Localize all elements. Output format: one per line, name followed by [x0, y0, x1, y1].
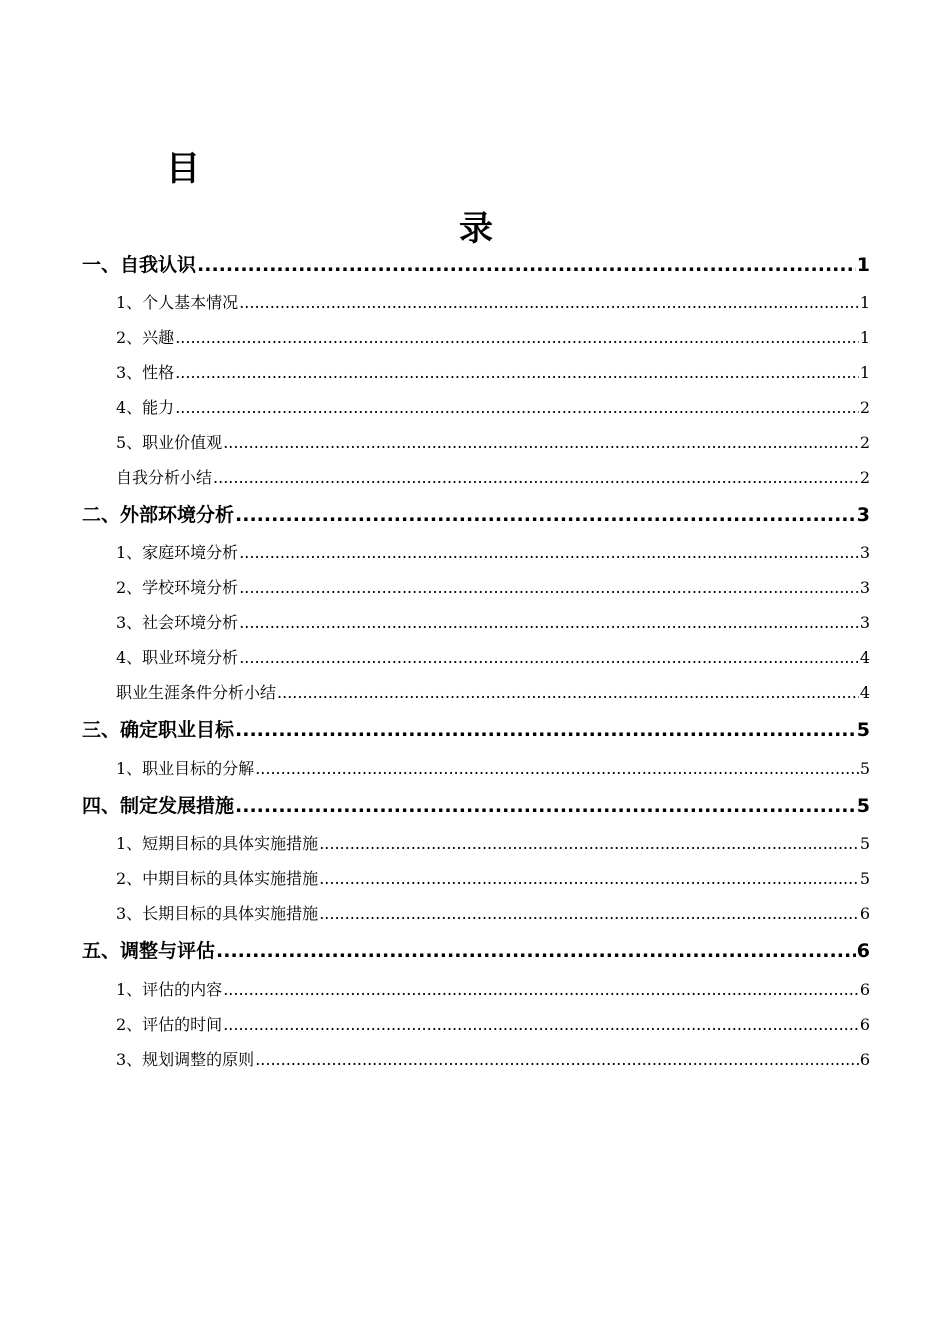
toc-subsection[interactable] — [116, 977, 870, 1000]
toc-subsection[interactable] — [116, 575, 870, 598]
toc-subsection[interactable] — [116, 756, 870, 779]
toc-page-number: 3 — [859, 578, 870, 597]
toc-section-3[interactable] — [82, 715, 870, 742]
toc-label: 2、学校环境分析 — [116, 578, 239, 597]
toc-subsection[interactable] — [116, 290, 870, 313]
toc-label: 3、规划调整的原则 — [116, 1050, 255, 1069]
toc-title-char-1: 目 — [166, 149, 200, 189]
toc-subsection[interactable] — [116, 540, 870, 563]
toc-leader — [255, 1050, 859, 1069]
toc-leader — [239, 293, 859, 312]
toc-page-number: 2 — [859, 398, 870, 417]
toc-leader — [223, 1015, 859, 1034]
toc-page-number: 6 — [859, 1015, 870, 1034]
toc-page-number: 5 — [859, 869, 870, 888]
toc-subsection[interactable] — [116, 866, 870, 889]
toc-label: 四、制定发展措施 — [82, 795, 235, 817]
toc-leader — [223, 980, 859, 999]
toc-subsection[interactable] — [116, 430, 870, 453]
toc-label: 3、性格 — [116, 363, 175, 382]
toc-page-number: 4 — [859, 683, 870, 702]
toc-leader — [175, 398, 859, 417]
toc-page-number: 1 — [859, 293, 870, 312]
toc-label: 2、兴趣 — [116, 328, 175, 347]
toc-label: 2、评估的时间 — [116, 1015, 223, 1034]
toc-leader — [223, 433, 859, 452]
toc-label: 1、短期目标的具体实施措施 — [116, 834, 319, 853]
toc-leader — [239, 613, 859, 632]
toc-label: 1、个人基本情况 — [116, 293, 239, 312]
toc-page-number: 2 — [859, 468, 870, 487]
toc-page-number: 6 — [856, 940, 870, 962]
toc-leader — [319, 904, 859, 923]
toc-subsection[interactable] — [116, 680, 870, 703]
toc-leader — [216, 940, 856, 962]
toc-label: 职业生涯条件分析小结 — [116, 683, 277, 702]
toc-leader — [239, 543, 859, 562]
toc-label: 三、确定职业目标 — [82, 719, 235, 741]
toc-section-2[interactable] — [82, 500, 870, 527]
toc-leader — [235, 504, 856, 526]
toc-section-1[interactable] — [82, 250, 870, 277]
toc-page-number: 6 — [859, 904, 870, 923]
toc-page-number: 1 — [856, 254, 870, 276]
toc-label: 自我分析小结 — [116, 468, 213, 487]
toc-label: 5、职业价值观 — [116, 433, 223, 452]
toc-leader — [239, 578, 859, 597]
toc-title-char-2: 录 — [459, 209, 493, 249]
toc-subsection[interactable] — [116, 465, 870, 488]
toc-subsection[interactable] — [116, 360, 870, 383]
toc-leader — [175, 363, 859, 382]
toc-subsection[interactable] — [116, 395, 870, 418]
toc-page-number: 2 — [859, 433, 870, 452]
toc-leader — [239, 648, 859, 667]
toc-section-4[interactable] — [82, 791, 870, 818]
toc-leader — [255, 759, 859, 778]
toc-page-number: 3 — [859, 543, 870, 562]
toc-label: 五、调整与评估 — [82, 940, 216, 962]
toc-section-5[interactable] — [82, 936, 870, 963]
toc-label: 3、长期目标的具体实施措施 — [116, 904, 319, 923]
toc-leader — [213, 468, 859, 487]
toc-label: 一、自我认识 — [82, 254, 197, 276]
toc-page-number: 1 — [859, 363, 870, 382]
toc-page-number: 6 — [859, 980, 870, 999]
toc-label: 1、职业目标的分解 — [116, 759, 255, 778]
toc-subsection[interactable] — [116, 610, 870, 633]
toc-leader — [277, 683, 859, 702]
toc-label: 2、中期目标的具体实施措施 — [116, 869, 319, 888]
toc-page-number: 3 — [859, 613, 870, 632]
toc-subsection[interactable] — [116, 901, 870, 924]
toc-subsection[interactable] — [116, 1047, 870, 1070]
toc-subsection[interactable] — [116, 1012, 870, 1035]
toc-leader — [235, 719, 856, 741]
toc-page-number: 1 — [859, 328, 870, 347]
toc-page-number: 5 — [859, 759, 870, 778]
toc-label: 3、社会环境分析 — [116, 613, 239, 632]
toc-leader — [319, 834, 859, 853]
toc-subsection[interactable] — [116, 325, 870, 348]
toc-page-number: 5 — [859, 834, 870, 853]
toc-page-number: 5 — [856, 719, 870, 741]
toc-leader — [235, 795, 856, 817]
toc-leader — [197, 254, 856, 276]
toc-label: 1、评估的内容 — [116, 980, 223, 999]
toc-label: 二、外部环境分析 — [82, 504, 235, 526]
toc-label: 1、家庭环境分析 — [116, 543, 239, 562]
toc-leader — [319, 869, 859, 888]
toc-subsection[interactable] — [116, 645, 870, 668]
toc-subsection[interactable] — [116, 831, 870, 854]
toc-label: 4、能力 — [116, 398, 175, 417]
toc-page-number: 6 — [859, 1050, 870, 1069]
toc-page-number: 5 — [856, 795, 870, 817]
toc-label: 4、职业环境分析 — [116, 648, 239, 667]
toc-page-number: 3 — [856, 504, 870, 526]
toc-page-number: 4 — [859, 648, 870, 667]
toc-leader — [175, 328, 859, 347]
